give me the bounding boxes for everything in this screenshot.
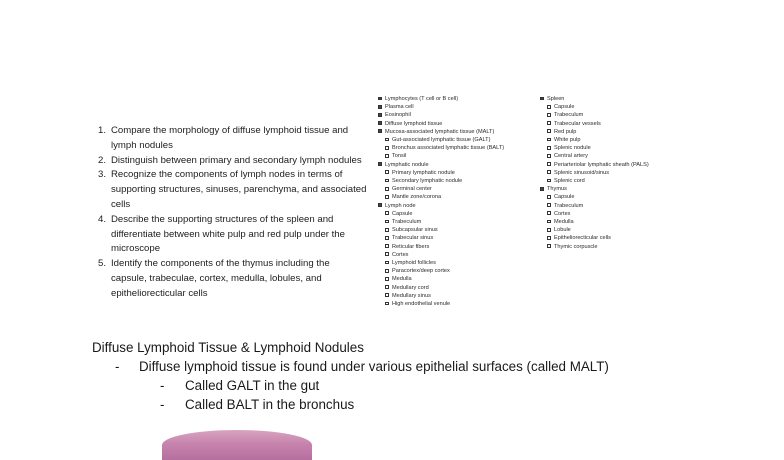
checklist-item: Lymph node	[378, 202, 504, 210]
bullet-dash: -	[160, 378, 165, 393]
checklist-item: Lymphocytes (T cell or B cell)	[378, 95, 504, 103]
checklist-item: Eosinophil	[378, 111, 504, 119]
bullet-dash: -	[160, 397, 165, 412]
notes-section	[92, 338, 772, 414]
objective-item	[98, 257, 368, 301]
notes-subbullet	[92, 395, 772, 414]
checklist-item: Central artery	[547, 152, 649, 160]
checklist-item: Trabeculum	[547, 202, 649, 210]
objective-number: 4.	[98, 213, 107, 225]
objective-number: 2.	[98, 154, 107, 166]
checklist-item: White pulp	[547, 136, 649, 144]
checklist-item: Lobule	[547, 226, 649, 234]
checklist-item: Trabeculum	[385, 218, 504, 226]
notes-subbullet	[92, 376, 772, 395]
objective-text: Recognize the components of lymph nodes in terms of supporting structures, sinuses, parenchyma, and associated cells	[111, 169, 367, 210]
checklist-item: Epitheliorecticular cells	[547, 234, 649, 242]
structure-checklist-spleen-thymus	[540, 95, 649, 251]
checklist-item: Cortex	[547, 210, 649, 218]
checklist-item: Germinal center	[385, 185, 504, 193]
checklist-item: Reticular fibers	[385, 243, 504, 251]
objective-text: Compare the morphology of diffuse lymphoid tissue and lymph nodules	[111, 125, 349, 151]
objective-item	[98, 213, 368, 257]
checklist-item: Lymphatic nodule	[378, 161, 504, 169]
notes-subbullet-text: Called GALT in the gut	[185, 378, 320, 393]
checklist-item: Primary lymphatic nodule	[385, 169, 504, 177]
checklist-item: Plasma cell	[378, 103, 504, 111]
checklist-item: Periarteriolar lymphatic sheath (PALS)	[547, 161, 649, 169]
checklist-item: Mucosa-associated lymphatic tissue (MALT)	[378, 128, 504, 136]
checklist-item: High endothelial venule	[385, 300, 504, 308]
objective-item	[98, 124, 368, 154]
objective-text: Distinguish between primary and secondary lymph nodules	[111, 154, 362, 166]
checklist-item: Bronchus associated lymphatic tissue (BALT)	[385, 144, 504, 152]
checklist-item: Capsule	[547, 103, 649, 111]
checklist-item: Gut-associated lymphatic tissue (GALT)	[385, 136, 504, 144]
checklist-item: Secondary lymphatic nodule	[385, 177, 504, 185]
checklist-item: Capsule	[385, 210, 504, 218]
checklist-item: Spleen	[540, 95, 649, 103]
objective-text: Describe the supporting structures of the spleen and differentiate between white pulp and red pulp under the microscope	[111, 213, 345, 255]
notes-bullet-text: Diffuse lymphoid tissue is found under various epithelial surfaces (called MALT)	[139, 359, 609, 374]
checklist-item: Red pulp	[547, 128, 649, 136]
checklist-item: Paracortex/deep cortex	[385, 267, 504, 275]
bullet-dash: -	[115, 359, 120, 374]
checklist-item: Lymphoid follicles	[385, 259, 504, 267]
structure-checklist-lymphoid	[378, 95, 504, 308]
checklist-item: Cortex	[385, 251, 504, 259]
checklist-item: Splenic sinusoid/sinus	[547, 169, 649, 177]
notes-heading: Diffuse Lymphoid Tissue & Lymphoid Nodules	[92, 340, 364, 355]
checklist-item: Medulla	[547, 218, 649, 226]
checklist-item: Medullary cord	[385, 284, 504, 292]
checklist-item: Splenic cord	[547, 177, 649, 185]
objective-number: 5.	[98, 258, 107, 270]
checklist-item: Diffuse lymphoid tissue	[378, 120, 504, 128]
objective-number: 3.	[98, 169, 107, 181]
notes-subbullet-text: Called BALT in the bronchus	[185, 397, 355, 412]
checklist-item: Tonsil	[385, 152, 504, 160]
checklist-item: Subcapsular sinus	[385, 226, 504, 234]
checklist-item: Trabecular sinus	[385, 234, 504, 242]
checklist-item: Trabeculum	[547, 111, 649, 119]
checklist-item: Thymic corpuscle	[547, 243, 649, 251]
notes-bullet	[92, 357, 772, 376]
objective-item	[98, 168, 368, 212]
checklist-item: Medullary sinus	[385, 292, 504, 300]
checklist-item: Splenic nodule	[547, 144, 649, 152]
objective-text: Identify the components of the thymus including the capsule, trabeculae, cortex, medulla, lobules, and epitheliorecticular cells	[111, 258, 330, 299]
checklist-item: Medulla	[385, 275, 504, 283]
objective-item	[98, 154, 368, 169]
histology-slide-image	[162, 430, 312, 460]
checklist-item: Capsule	[547, 193, 649, 201]
checklist-item: Mantle zone/corona	[385, 193, 504, 201]
learning-objectives-list	[98, 124, 368, 302]
objective-number: 1.	[98, 125, 107, 136]
checklist-item: Trabecular vessels	[547, 120, 649, 128]
checklist-item: Thymus	[540, 185, 649, 193]
